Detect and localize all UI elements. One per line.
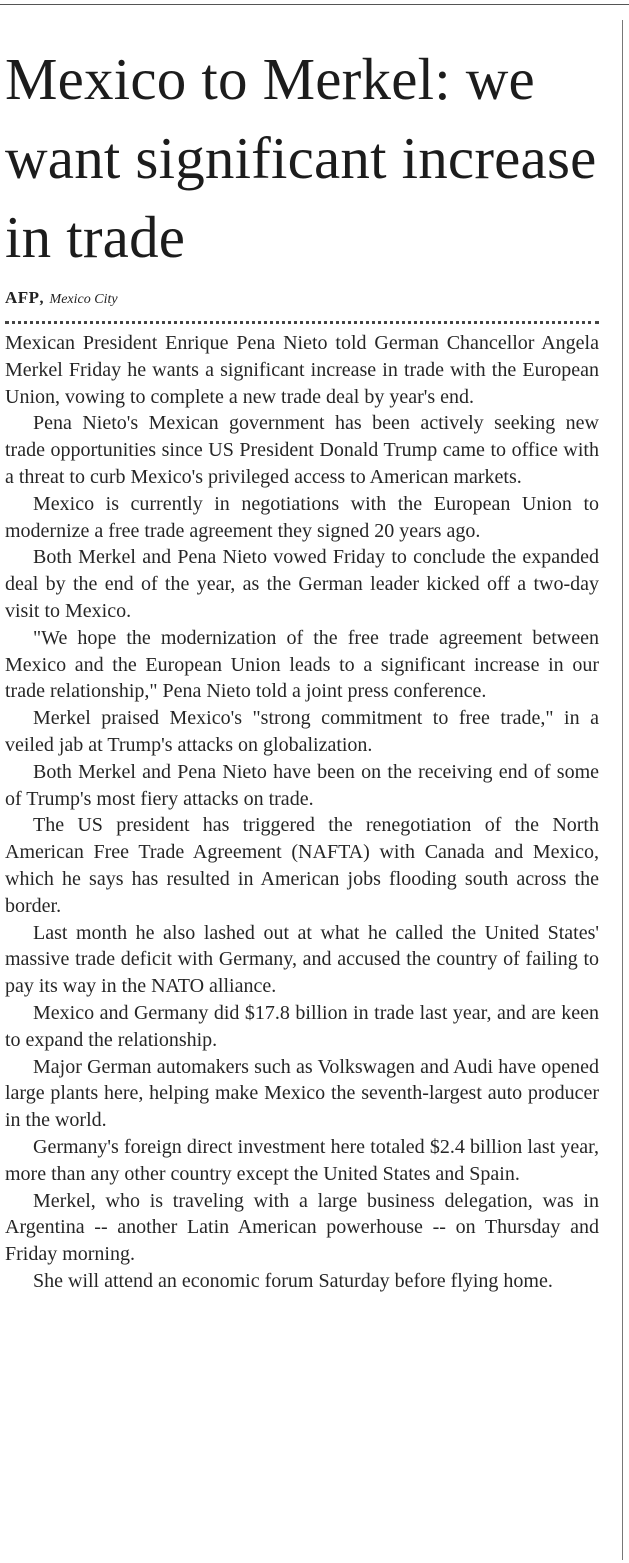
- paragraph: Merkel praised Mexico's "strong commitment to free trade," in a veiled jab at Trump's attacks on globalization.: [5, 707, 599, 756]
- column-rule: [622, 20, 623, 1560]
- top-rule: [0, 4, 629, 5]
- article-body: [5, 330, 599, 1295]
- paragraph: Mexico is currently in negotiations with the European Union to modernize a free trade agreement they signed 20 years ago.: [5, 492, 599, 542]
- paragraph: Major German automakers such as Volkswagen and Audi have opened large plants here, helping make Mexico the seventh-largest auto producer in the world.: [5, 1055, 599, 1132]
- paragraph: Mexican President Enrique Pena Nieto told German Chancellor Angela Merkel Friday he wants a significant increase in trade with the European Union, vowing to complete a new trade deal by year's end.: [5, 332, 599, 408]
- paragraph: The US president has triggered the renegotiation of the North American Free Trade Agreement (NAFTA) with Canada and Mexico, which he says has resulted in American jobs flooding south across the border.: [5, 814, 599, 917]
- paragraph: Pena Nieto's Mexican government has been actively seeking new trade opportunities since US President Donald Trump came to office with a threat to curb Mexico's privileged access to American markets.: [5, 412, 599, 488]
- paragraph: Germany's foreign direct investment here totaled $2.4 billion last year, more than any other country except the United States and Spain.: [5, 1135, 599, 1185]
- headline: Mexico to Merkel: we want significant increase in trade: [5, 46, 597, 270]
- paragraph: Last month he also lashed out at what he called the United States' massive trade deficit with Germany, and accused the country of failing to pay its way in the NATO alliance.: [5, 921, 599, 998]
- paragraph: Both Merkel and Pena Nieto have been on the receiving end of some of Trump's most fiery attacks on trade.: [5, 760, 599, 810]
- byline-dateline: Mexico City: [49, 292, 118, 307]
- dotted-divider: [5, 321, 599, 324]
- byline-separator: ,: [39, 290, 44, 307]
- paragraph: She will attend an economic forum Saturday before flying home.: [33, 1269, 553, 1292]
- paragraph: Merkel, who is traveling with a large business delegation, was in Argentina -- another Latin American powerhouse -- on Thursday and Friday morning.: [5, 1189, 599, 1266]
- paragraph: Both Merkel and Pena Nieto vowed Friday to conclude the expanded deal by the end of the year, as the German leader kicked off a two-day visit to Mexico.: [5, 546, 599, 622]
- paragraph: Mexico and Germany did $17.8 billion in trade last year, and are keen to expand the relationship.: [5, 1001, 599, 1051]
- byline: [5, 285, 599, 311]
- paragraph: "We hope the modernization of the free trade agreement between Mexico and the European Union leads to a significant increase in our trade relationship," Pena Nieto told a joint press conference.: [5, 626, 599, 703]
- news-article: [5, 40, 599, 1295]
- byline-agency: AFP: [5, 288, 40, 307]
